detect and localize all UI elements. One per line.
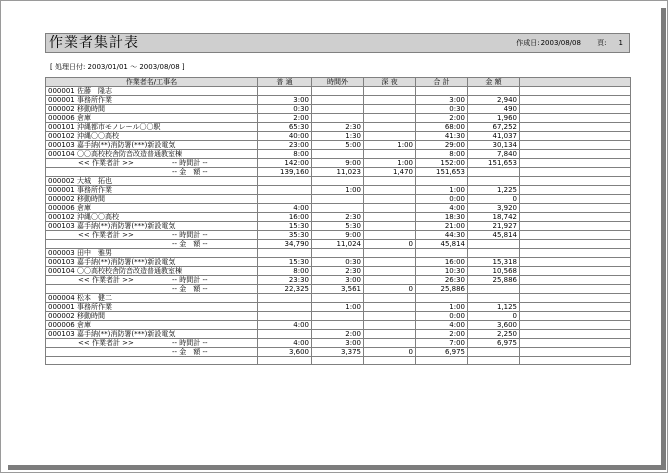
cell-blank [520,177,631,186]
cell-blank [520,249,631,258]
cell-regular [258,249,312,258]
col-header-overtime: 時間外 [312,78,364,87]
period-range: [ 処理日付: 2003/01/01 〜 2003/08/08 ] [50,63,185,71]
cell-blank [520,114,631,123]
cell-regular [258,303,312,312]
cell-amount [468,357,520,365]
cell-regular: 0:30 [258,105,312,114]
worker-name: 000001 佐藤 隆志 [46,87,258,96]
cell-regular [258,186,312,195]
cell-total: 41:30 [416,132,468,141]
cell-night: 1,470 [364,168,416,177]
cell-regular: 4:00 [258,204,312,213]
cell-night [364,276,416,285]
cell-amount: 6,975 [468,339,520,348]
cell-overtime [312,249,364,258]
cell-overtime: 2:30 [312,213,364,222]
cell-overtime: 9:00 [312,231,364,240]
cell-blank [520,258,631,267]
cell-blank [520,132,631,141]
cell-regular [258,330,312,339]
cell-total [416,357,468,365]
cell-night [364,87,416,96]
cell-amount: 1,960 [468,114,520,123]
cell-night [364,150,416,159]
table-row [46,186,631,195]
cell-amount [468,294,520,303]
cell-amount: 15,318 [468,258,520,267]
job-name: 000006 倉庫 [46,204,258,213]
cell-blank [520,294,631,303]
cell-overtime: 2:00 [312,330,364,339]
cell-regular: 8:00 [258,150,312,159]
cell-total: 16:00 [416,258,468,267]
table-row [46,114,631,123]
cell-regular: 35:30 [258,231,312,240]
page-number: 1 [618,39,623,47]
table-row [46,276,631,285]
cell-blank [520,357,631,365]
table-row [46,159,631,168]
table-row [46,294,631,303]
table-row [46,105,631,114]
cell-amount: 67,252 [468,123,520,132]
cell-amount: 18,742 [468,213,520,222]
cell-amount: 151,653 [468,159,520,168]
cell-overtime: 11,024 [312,240,364,249]
job-name: 000102 沖縄〇〇高校 [46,132,258,141]
cell-amount [468,177,520,186]
cell-total: 0:30 [416,105,468,114]
cell-amount [468,168,520,177]
cell-overtime: 1:30 [312,132,364,141]
table-row [46,96,631,105]
cell-overtime: 9:00 [312,159,364,168]
cell-regular [258,177,312,186]
cell-amount: 0 [468,195,520,204]
cell-overtime [312,294,364,303]
hours-total-label: -- 時間計 -- [172,231,208,239]
cell-night [364,357,416,365]
cell-total: 7:00 [416,339,468,348]
cell-regular [258,357,312,365]
cell-total: 4:00 [416,321,468,330]
subtotal-title: << 作業者計 >> [78,231,134,239]
job-name: 000002 移動時間 [46,312,258,321]
cell-overtime [312,195,364,204]
cell-total: 45,814 [416,240,468,249]
hours-total-label: -- 時間計 -- [172,339,208,347]
cell-blank [520,186,631,195]
cell-overtime [312,177,364,186]
amount-total-text: -- 金 額 -- [172,285,208,293]
amount-total-label [46,168,258,177]
cell-regular: 4:00 [258,321,312,330]
col-header-total: 合 計 [416,78,468,87]
cell-blank [520,276,631,285]
col-header-name: 作業者名/工事名 [46,78,258,87]
cell-regular: 22,325 [258,285,312,294]
table-body [46,87,631,365]
worker-subtotal-label [46,339,258,348]
cell-regular: 23:00 [258,141,312,150]
job-name: 000001 事務所作業 [46,186,258,195]
table-row [46,87,631,96]
table-row [46,348,631,357]
cell-total: 25,886 [416,285,468,294]
cell-blank [520,123,631,132]
cell-night: 1:00 [364,141,416,150]
cell-overtime: 5:30 [312,222,364,231]
cell-night [364,321,416,330]
table-row [46,267,631,276]
cell-night [364,177,416,186]
worker-name: 000003 田中 雅男 [46,249,258,258]
cell-total: 3:00 [416,96,468,105]
table-row [46,285,631,294]
table-row [46,357,631,365]
cell-overtime [312,312,364,321]
cell-blank [520,285,631,294]
table-row [46,258,631,267]
cell-regular: 8:00 [258,267,312,276]
table-row [46,312,631,321]
cell-overtime [312,204,364,213]
page-label: 頁: [597,39,607,47]
cell-overtime [312,150,364,159]
cell-overtime: 0:30 [312,258,364,267]
job-name: 000002 移動時間 [46,195,258,204]
report-header [45,33,630,53]
cell-amount: 25,886 [468,276,520,285]
worker-subtotal-label [46,276,258,285]
cell-blank [520,231,631,240]
cell-amount: 0 [468,312,520,321]
cell-night [364,105,416,114]
cell-regular: 3,600 [258,348,312,357]
cell-total: 0:00 [416,195,468,204]
cell-amount: 10,568 [468,267,520,276]
table-row [46,132,631,141]
worker-subtotal-label [46,159,258,168]
table-row [46,240,631,249]
worker-name: 000002 大城 拓也 [46,177,258,186]
cell-amount [468,285,520,294]
cell-overtime: 5:00 [312,141,364,150]
cell-total [416,177,468,186]
cell-total: 10:30 [416,267,468,276]
cell-overtime: 3:00 [312,276,364,285]
cell-amount: 2,250 [468,330,520,339]
cell-night [364,267,416,276]
page-shadow-bottom [8,465,666,470]
cell-blank [520,213,631,222]
cell-total: 8:00 [416,150,468,159]
cell-total: 1:00 [416,186,468,195]
cell-blank [520,348,631,357]
cell-amount [468,87,520,96]
cell-blank [520,150,631,159]
cell-total: 151,653 [416,168,468,177]
cell-total: 26:30 [416,276,468,285]
cell-overtime [312,96,364,105]
cell-blank [520,141,631,150]
cell-total: 18:30 [416,213,468,222]
subtotal-title: << 作業者計 >> [78,159,134,167]
cell-amount: 3,920 [468,204,520,213]
table-row [46,123,631,132]
cell-night [364,114,416,123]
cell-blank [520,195,631,204]
cell-blank [520,105,631,114]
cell-blank [520,168,631,177]
job-name: 000103 嘉手納(**)消防署(***)新設電気 [46,222,258,231]
cell-night [364,204,416,213]
job-name: 000001 事務所作業 [46,96,258,105]
cell-amount: 45,814 [468,231,520,240]
job-name: 000103 嘉手納(**)消防署(***)新設電気 [46,330,258,339]
cell-total [416,87,468,96]
page-shadow-right [661,8,666,469]
cell-blank [520,87,631,96]
cell-regular: 2:00 [258,114,312,123]
summary-table [45,77,631,365]
cell-regular: 139,160 [258,168,312,177]
cell-total: 4:00 [416,204,468,213]
cell-regular: 3:00 [258,96,312,105]
cell-amount: 1,225 [468,186,520,195]
table-row [46,330,631,339]
cell-blank [520,330,631,339]
cell-blank [520,204,631,213]
cell-regular [258,195,312,204]
cell-overtime [312,87,364,96]
cell-regular: 142:00 [258,159,312,168]
cell-total [416,294,468,303]
cell-night: 0 [364,285,416,294]
hours-total-label: -- 時間計 -- [172,159,208,167]
cell-overtime: 3,375 [312,348,364,357]
cell-night [364,249,416,258]
cell-total: 2:00 [416,114,468,123]
cell-amount: 3,600 [468,321,520,330]
table-row [46,222,631,231]
amount-total-label [46,348,258,357]
cell-regular [258,87,312,96]
cell-amount [468,348,520,357]
cell-regular [258,294,312,303]
cell-night [364,330,416,339]
cell-overtime: 2:30 [312,267,364,276]
cell-regular: 16:00 [258,213,312,222]
amount-total-label [46,240,258,249]
table-row [46,213,631,222]
cell-blank [520,240,631,249]
cell-night [364,195,416,204]
cell-amount [468,240,520,249]
cell-amount: 41,037 [468,132,520,141]
cell-blank [520,303,631,312]
col-header-amount: 金 額 [468,78,520,87]
job-name: 000104 〇〇高校校舎防音改造普通教室棟 [46,150,258,159]
table-row [46,321,631,330]
cell-overtime [312,114,364,123]
cell-blank [520,339,631,348]
cell-amount: 1,125 [468,303,520,312]
job-name: 000103 嘉手納(**)消防署(***)新設電気 [46,141,258,150]
cell-total: 2:00 [416,330,468,339]
table-row [46,231,631,240]
cell-regular: 15:30 [258,222,312,231]
table-row [46,177,631,186]
cell-blank [520,267,631,276]
job-name: 000102 沖縄〇〇高校 [46,213,258,222]
cell-total: 29:00 [416,141,468,150]
job-name: 000006 倉庫 [46,114,258,123]
cell-amount: 7,840 [468,150,520,159]
job-name: 000002 移動時間 [46,105,258,114]
cell-amount: 30,134 [468,141,520,150]
blank-cell [46,357,258,365]
col-header-regular: 普 通 [258,78,312,87]
cell-night [364,294,416,303]
cell-blank [520,321,631,330]
cell-regular: 34,790 [258,240,312,249]
job-name: 000103 嘉手納(**)消防署(***)新設電気 [46,258,258,267]
cell-overtime [312,321,364,330]
cell-total [416,249,468,258]
cell-night [364,339,416,348]
amount-total-label [46,285,258,294]
cell-overtime: 1:00 [312,186,364,195]
job-name: 000006 倉庫 [46,321,258,330]
cell-regular: 23:30 [258,276,312,285]
created-label: 作成日: [516,39,540,47]
worker-subtotal-label [46,231,258,240]
job-name: 000101 沖縄都市モノレール〇〇駅 [46,123,258,132]
cell-overtime [312,357,364,365]
table-row [46,150,631,159]
cell-night [364,132,416,141]
cell-night: 0 [364,348,416,357]
cell-night [364,303,416,312]
cell-blank [520,222,631,231]
cell-total: 44:30 [416,231,468,240]
cell-overtime: 3,561 [312,285,364,294]
cell-regular: 65:30 [258,123,312,132]
cell-total: 6,975 [416,348,468,357]
cell-night: 0 [364,240,416,249]
col-header-night: 深 夜 [364,78,416,87]
table-row [46,204,631,213]
job-name: 000104 〇〇高校校舎防音改造普通教室棟 [46,267,258,276]
report-meta [510,38,623,48]
cell-regular: 40:00 [258,132,312,141]
cell-night [364,312,416,321]
cell-overtime: 11,023 [312,168,364,177]
cell-total: 152:00 [416,159,468,168]
cell-night [364,258,416,267]
amount-total-text: -- 金 額 -- [172,240,208,248]
cell-amount: 21,927 [468,222,520,231]
cell-amount: 2,940 [468,96,520,105]
table-row [46,168,631,177]
cell-regular: 15:30 [258,258,312,267]
cell-total: 1:00 [416,303,468,312]
job-name: 000001 事務所作業 [46,303,258,312]
cell-blank [520,96,631,105]
cell-night [364,222,416,231]
header-row [46,78,631,87]
report-title: 作業者集計表 [49,35,139,51]
cell-night [364,231,416,240]
table-row [46,141,631,150]
hours-total-label: -- 時間計 -- [172,276,208,284]
cell-total: 0:00 [416,312,468,321]
cell-overtime: 2:30 [312,123,364,132]
cell-amount: 490 [468,105,520,114]
col-header-blank [520,78,631,87]
table-row [46,303,631,312]
subtotal-title: << 作業者計 >> [78,276,134,284]
table-row [46,249,631,258]
cell-amount [468,249,520,258]
cell-regular [258,312,312,321]
cell-night [364,96,416,105]
subtotal-title: << 作業者計 >> [78,339,134,347]
cell-regular: 4:00 [258,339,312,348]
cell-blank [520,312,631,321]
cell-night [364,186,416,195]
cell-overtime: 1:00 [312,303,364,312]
cell-total: 21:00 [416,222,468,231]
created-date: 2003/08/08 [540,39,581,47]
cell-night [364,213,416,222]
cell-total: 68:00 [416,123,468,132]
amount-total-text: -- 金 額 -- [172,168,208,176]
worker-name: 000004 松本 健二 [46,294,258,303]
table-row [46,339,631,348]
cell-overtime: 3:00 [312,339,364,348]
cell-night: 1:00 [364,159,416,168]
cell-night [364,123,416,132]
table-row [46,195,631,204]
amount-total-text: -- 金 額 -- [172,348,208,356]
cell-blank [520,159,631,168]
cell-overtime [312,105,364,114]
